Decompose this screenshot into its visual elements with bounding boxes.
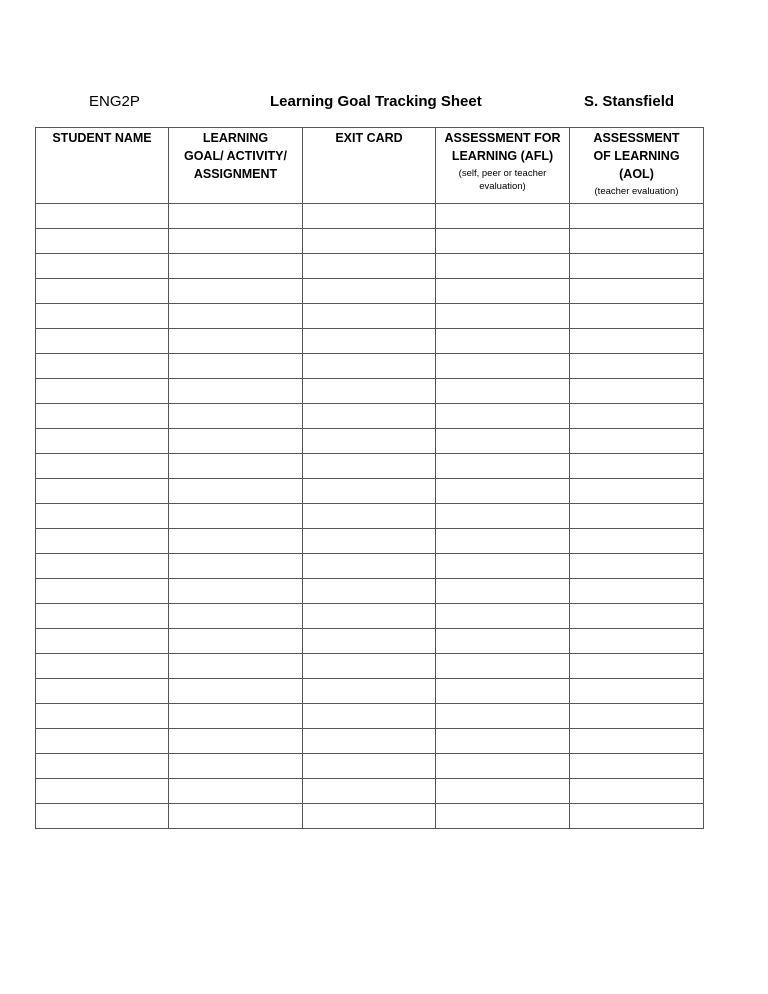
table-cell[interactable] (169, 454, 303, 479)
table-cell[interactable] (570, 654, 704, 679)
table-cell[interactable] (36, 354, 169, 379)
table-cell[interactable] (169, 404, 303, 429)
page-title: Learning Goal Tracking Sheet (270, 93, 482, 110)
table-cell[interactable] (36, 604, 169, 629)
table-cell[interactable] (303, 529, 436, 554)
table-cell[interactable] (570, 329, 704, 354)
table-cell[interactable] (169, 704, 303, 729)
table-cell[interactable] (169, 279, 303, 304)
table-cell[interactable] (36, 254, 169, 279)
table-cell[interactable] (169, 204, 303, 229)
table-cell[interactable] (36, 379, 169, 404)
table-cell[interactable] (36, 229, 169, 254)
table-cell[interactable] (436, 204, 570, 229)
table-cell[interactable] (36, 429, 169, 454)
table-cell[interactable] (436, 504, 570, 529)
table-cell[interactable] (303, 754, 436, 779)
table-cell[interactable] (570, 629, 704, 654)
column-header-label: ASSESSMENT OF LEARNING (AOL) (593, 131, 680, 181)
table-cell[interactable] (436, 754, 570, 779)
table-cell[interactable] (436, 454, 570, 479)
table-cell[interactable] (303, 729, 436, 754)
table-cell[interactable] (169, 654, 303, 679)
table-cell[interactable] (169, 604, 303, 629)
table-cell[interactable] (570, 704, 704, 729)
table-row (36, 229, 704, 254)
table-cell[interactable] (570, 454, 704, 479)
table-cell[interactable] (570, 729, 704, 754)
table-cell[interactable] (436, 479, 570, 504)
table-cell[interactable] (303, 404, 436, 429)
table-cell[interactable] (570, 354, 704, 379)
column-header-label: STUDENT NAME (52, 131, 152, 145)
table-cell[interactable] (570, 304, 704, 329)
table-cell[interactable] (303, 279, 436, 304)
column-header-sublabel: (self, peer or teacher evaluation) (458, 168, 547, 192)
table-row (36, 679, 704, 704)
table-cell[interactable] (36, 679, 169, 704)
table-cell[interactable] (36, 529, 169, 554)
table-cell[interactable] (436, 429, 570, 454)
table-cell[interactable] (570, 579, 704, 604)
table-cell[interactable] (570, 254, 704, 279)
table-row (36, 479, 704, 504)
table-cell[interactable] (570, 679, 704, 704)
table-cell[interactable] (570, 279, 704, 304)
table-row (36, 754, 704, 779)
table-row (36, 329, 704, 354)
table-cell[interactable] (303, 804, 436, 829)
table-cell[interactable] (436, 404, 570, 429)
table-row (36, 354, 704, 379)
table-row (36, 579, 704, 604)
table-cell[interactable] (303, 479, 436, 504)
table-cell[interactable] (436, 529, 570, 554)
table-cell[interactable] (436, 379, 570, 404)
table-cell[interactable] (570, 429, 704, 454)
table-cell[interactable] (36, 479, 169, 504)
table-cell[interactable] (169, 629, 303, 654)
teacher-name: S. Stansfield (584, 93, 675, 110)
table-row (36, 279, 704, 304)
tracking-table (35, 127, 704, 829)
table-cell[interactable] (570, 404, 704, 429)
table-header-row (36, 128, 704, 204)
table-cell[interactable] (436, 804, 570, 829)
table-cell[interactable] (303, 554, 436, 579)
course-code: ENG2P (89, 93, 140, 110)
table-row (36, 454, 704, 479)
table-cell[interactable] (303, 254, 436, 279)
table-cell[interactable] (570, 204, 704, 229)
table-cell[interactable] (169, 229, 303, 254)
table-cell[interactable] (36, 404, 169, 429)
table-row (36, 504, 704, 529)
table-cell[interactable] (303, 654, 436, 679)
column-header-sublabel: (teacher evaluation) (594, 186, 679, 197)
table-row (36, 254, 704, 279)
table-cell[interactable] (303, 379, 436, 404)
table-cell[interactable] (436, 779, 570, 804)
table-cell[interactable] (436, 729, 570, 754)
table-cell[interactable] (303, 204, 436, 229)
table-cell[interactable] (169, 729, 303, 754)
table-row (36, 304, 704, 329)
table-cell[interactable] (570, 229, 704, 254)
table-cell[interactable] (303, 704, 436, 729)
column-header-label: LEARNING GOAL/ ACTIVITY/ ASSIGNMENT (183, 131, 287, 181)
table-cell[interactable] (169, 679, 303, 704)
table-row (36, 379, 704, 404)
table-cell[interactable] (36, 729, 169, 754)
table-cell[interactable] (36, 554, 169, 579)
table-cell[interactable] (436, 304, 570, 329)
table-cell[interactable] (303, 629, 436, 654)
table-cell[interactable] (169, 429, 303, 454)
table-cell[interactable] (436, 554, 570, 579)
table-cell[interactable] (169, 304, 303, 329)
table-row (36, 204, 704, 229)
table-cell[interactable] (436, 604, 570, 629)
column-header-label: EXIT CARD (335, 131, 403, 145)
table-cell[interactable] (303, 429, 436, 454)
table-cell[interactable] (36, 204, 169, 229)
column-header-label: ASSESSMENT FOR LEARNING (AFL) (444, 131, 561, 163)
table-cell[interactable] (436, 229, 570, 254)
table-cell[interactable] (36, 704, 169, 729)
table-cell[interactable] (436, 629, 570, 654)
table-row (36, 804, 704, 829)
table-cell[interactable] (169, 329, 303, 354)
table-cell[interactable] (169, 254, 303, 279)
table-cell[interactable] (169, 804, 303, 829)
column-header-learning-goal (169, 128, 303, 204)
table-cell[interactable] (36, 754, 169, 779)
table-cell[interactable] (303, 454, 436, 479)
table-row (36, 554, 704, 579)
table-cell[interactable] (169, 379, 303, 404)
table-cell[interactable] (303, 679, 436, 704)
table-cell[interactable] (36, 454, 169, 479)
table-row (36, 654, 704, 679)
table-row (36, 779, 704, 804)
table-cell[interactable] (436, 254, 570, 279)
table-cell[interactable] (303, 329, 436, 354)
table-cell[interactable] (169, 479, 303, 504)
table-cell[interactable] (36, 779, 169, 804)
table-row (36, 404, 704, 429)
table-cell[interactable] (570, 804, 704, 829)
table-row (36, 429, 704, 454)
table-cell[interactable] (303, 579, 436, 604)
table-cell[interactable] (36, 504, 169, 529)
table-cell[interactable] (303, 779, 436, 804)
table-cell[interactable] (570, 604, 704, 629)
table-cell[interactable] (570, 479, 704, 504)
table-cell[interactable] (36, 804, 169, 829)
table-cell[interactable] (436, 704, 570, 729)
table-cell[interactable] (169, 779, 303, 804)
table-row (36, 704, 704, 729)
table-cell[interactable] (36, 654, 169, 679)
table-cell[interactable] (570, 754, 704, 779)
table-cell[interactable] (436, 354, 570, 379)
table-cell[interactable] (570, 554, 704, 579)
table-cell[interactable] (169, 529, 303, 554)
table-cell[interactable] (436, 679, 570, 704)
table-cell[interactable] (169, 504, 303, 529)
table-cell[interactable] (436, 329, 570, 354)
table-cell[interactable] (36, 329, 169, 354)
column-header-exit-card (303, 128, 436, 204)
column-header-aol (570, 128, 704, 204)
table-row (36, 729, 704, 754)
table-cell[interactable] (169, 754, 303, 779)
column-header-student-name (36, 128, 169, 204)
table-cell[interactable] (169, 354, 303, 379)
table-cell[interactable] (36, 279, 169, 304)
table-cell[interactable] (303, 504, 436, 529)
table-cell[interactable] (303, 604, 436, 629)
table-cell[interactable] (570, 379, 704, 404)
table-cell[interactable] (36, 579, 169, 604)
column-header-afl (436, 128, 570, 204)
table-cell[interactable] (303, 229, 436, 254)
table-cell[interactable] (36, 304, 169, 329)
table-cell[interactable] (169, 579, 303, 604)
table-cell[interactable] (169, 554, 303, 579)
table-cell[interactable] (436, 279, 570, 304)
table-cell[interactable] (303, 304, 436, 329)
table-row (36, 529, 704, 554)
table-cell[interactable] (570, 504, 704, 529)
table-row (36, 629, 704, 654)
table-cell[interactable] (303, 354, 436, 379)
table-cell[interactable] (570, 529, 704, 554)
table-cell[interactable] (36, 629, 169, 654)
table-cell[interactable] (436, 654, 570, 679)
table-cell[interactable] (436, 579, 570, 604)
table-cell[interactable] (570, 779, 704, 804)
table-row (36, 604, 704, 629)
